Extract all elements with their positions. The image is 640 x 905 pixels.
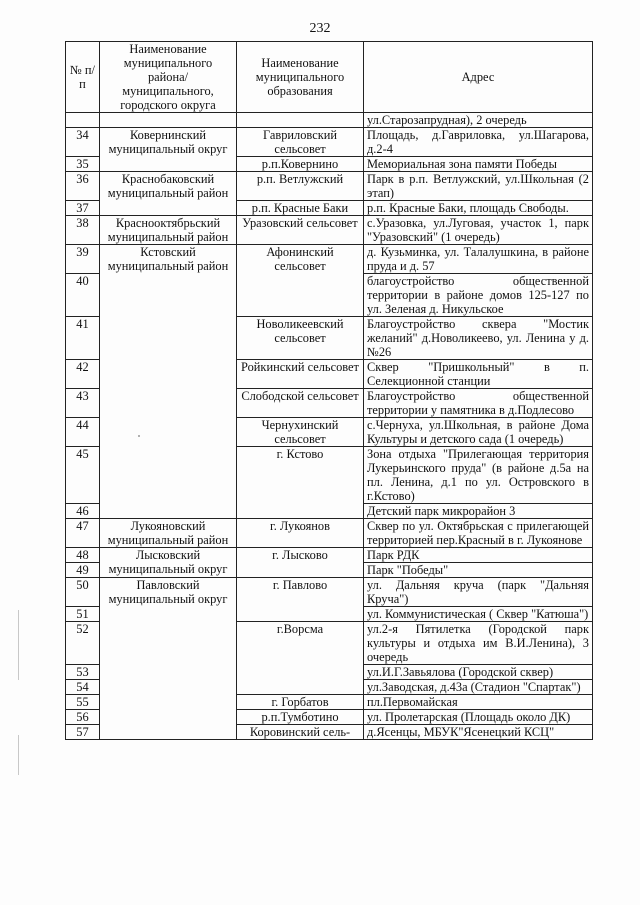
table-row: [66, 548, 593, 563]
row-address: ул.И.Г.Завьялова (Городской сквер): [364, 665, 593, 680]
row-address: с.Уразовка, ул.Луговая, участок 1, парк "Уразовский" (1 очередь): [364, 216, 593, 245]
table-header-row: [66, 42, 593, 113]
row-num: 51: [66, 607, 100, 622]
row-district: Лысковский муниципальный округ: [100, 548, 237, 578]
row-num: 49: [66, 563, 100, 578]
header-municipality: Наименование муниципального образования: [237, 42, 364, 113]
row-address: ул. Пролетарская (Площадь около ДК): [364, 710, 593, 725]
row-address: д. Кузьминка, ул. Талалушкина, в районе пруда и д. 57: [364, 245, 593, 274]
row-num: 54: [66, 680, 100, 695]
row-district: [100, 113, 237, 128]
row-district: Павловский муниципальный округ: [100, 578, 237, 740]
row-municipality: Новоликеевский сельсовет: [237, 317, 364, 360]
address-table: [65, 41, 593, 740]
row-num: 56: [66, 710, 100, 725]
row-municipality: р.п. Красные Баки: [237, 201, 364, 216]
row-num: 47: [66, 519, 100, 548]
row-district: Кстовский муниципальный район: [100, 245, 237, 519]
row-num: 44: [66, 418, 100, 447]
table-row: [66, 113, 593, 128]
row-num: 48: [66, 548, 100, 563]
row-num: 40: [66, 274, 100, 317]
row-municipality: г.Ворсма: [237, 622, 364, 695]
row-municipality: г. Лукоянов: [237, 519, 364, 548]
row-address: ул.Заводская, д.43а (Стадион "Спартак"): [364, 680, 593, 695]
row-district: Краснобаковский муниципальный район: [100, 172, 237, 216]
row-municipality: р.п.Ковернино: [237, 157, 364, 172]
row-num: 39: [66, 245, 100, 274]
table-row: [66, 578, 593, 607]
table-row: [66, 216, 593, 245]
row-num: 34: [66, 128, 100, 157]
header-address: Адрес: [364, 42, 593, 113]
scan-artifact-line: [18, 735, 19, 775]
row-address: Детский парк микрорайон 3: [364, 504, 593, 519]
row-address: ул. Коммунистическая ( Сквер "Катюша"): [364, 607, 593, 622]
row-address: д.Ясенцы, МБУК"Ясенецкий КСЦ": [364, 725, 593, 740]
row-num: 57: [66, 725, 100, 740]
row-municipality: р.п. Ветлужский: [237, 172, 364, 201]
row-municipality: [237, 113, 364, 128]
table-row: [66, 172, 593, 201]
row-address: ул. Дальняя круча (парк "Дальняя Круча"): [364, 578, 593, 607]
scan-artifact-line: [18, 610, 19, 680]
row-municipality: г. Кстово: [237, 447, 364, 519]
row-address: р.п. Красные Баки, площадь Свободы.: [364, 201, 593, 216]
row-municipality: Коровинский сель-: [237, 725, 364, 740]
row-num: 37: [66, 201, 100, 216]
row-num: [66, 113, 100, 128]
row-num: 35: [66, 157, 100, 172]
row-num: 42: [66, 360, 100, 389]
row-address: Благоустройство сквера "Мостик желаний" д.Новоликеево, ул. Ленина у д. №26: [364, 317, 593, 360]
row-num: 46: [66, 504, 100, 519]
row-municipality: р.п.Тумботино: [237, 710, 364, 725]
row-address: ул.Старозапрудная), 2 очередь: [364, 113, 593, 128]
row-num: 45: [66, 447, 100, 504]
header-num: № п/п: [66, 42, 100, 113]
row-address: Площадь, д.Гавриловка, ул.Шагарова, д.2-4: [364, 128, 593, 157]
row-address: Парк в р.п. Ветлужский, ул.Школьная (2 этап): [364, 172, 593, 201]
row-num: 41: [66, 317, 100, 360]
row-municipality: Чернухинский сельсовет: [237, 418, 364, 447]
row-address: Сквер по ул. Октябрьская с прилегающей территорией пер.Красный в г. Лукоянове: [364, 519, 593, 548]
row-address: Благоустройство общественной территории у памятника в д.Подлесово: [364, 389, 593, 418]
table-row: [66, 245, 593, 274]
row-address: Парк РДК: [364, 548, 593, 563]
row-address: Зона отдыха "Прилегающая территория Лукерьинского пруда" (в районе д.5а на пл. Ленина, д.1 по ул. Островского в г.Кстово): [364, 447, 593, 504]
row-district: Краснооктябрьский муниципальный район: [100, 216, 237, 245]
row-num: 38: [66, 216, 100, 245]
row-address: Сквер "Пришкольный" в п. Селекционной станции: [364, 360, 593, 389]
row-municipality: Афонинский сельсовет: [237, 245, 364, 317]
row-district: Лукояновский муниципальный район: [100, 519, 237, 548]
row-district: Ковернинский муниципальный округ: [100, 128, 237, 172]
row-municipality: г. Лысково: [237, 548, 364, 578]
row-address: пл.Первомайская: [364, 695, 593, 710]
row-municipality: Уразовский сельсовет: [237, 216, 364, 245]
row-num: 43: [66, 389, 100, 418]
row-address: ул.2-я Пятилетка (Городской парк культуры и отдыха им В.И.Ленина), 3 очередь: [364, 622, 593, 665]
row-num: 36: [66, 172, 100, 201]
row-num: 50: [66, 578, 100, 607]
row-num: 53: [66, 665, 100, 680]
row-num: 55: [66, 695, 100, 710]
row-address: Парк "Победы": [364, 563, 593, 578]
row-municipality: Ройкинский сельсовет: [237, 360, 364, 389]
table-row: [66, 519, 593, 548]
table-row: [66, 128, 593, 157]
row-address: благоустройство общественной территории в районе домов 125-127 по ул. Зеленая д. Никульское: [364, 274, 593, 317]
row-address: Мемориальная зона памяти Победы: [364, 157, 593, 172]
row-address: с.Чернуха, ул.Школьная, в районе Дома Культуры и детского сада (1 очередь): [364, 418, 593, 447]
row-municipality: г. Горбатов: [237, 695, 364, 710]
row-municipality: Слободской сельсовет: [237, 389, 364, 418]
row-municipality: г. Павлово: [237, 578, 364, 622]
header-district: Наименование муниципального района/ муниципального, городского округа: [100, 42, 237, 113]
row-num: 52: [66, 622, 100, 665]
page-number: 232: [309, 21, 331, 36]
row-municipality: Гавриловский сельсовет: [237, 128, 364, 157]
